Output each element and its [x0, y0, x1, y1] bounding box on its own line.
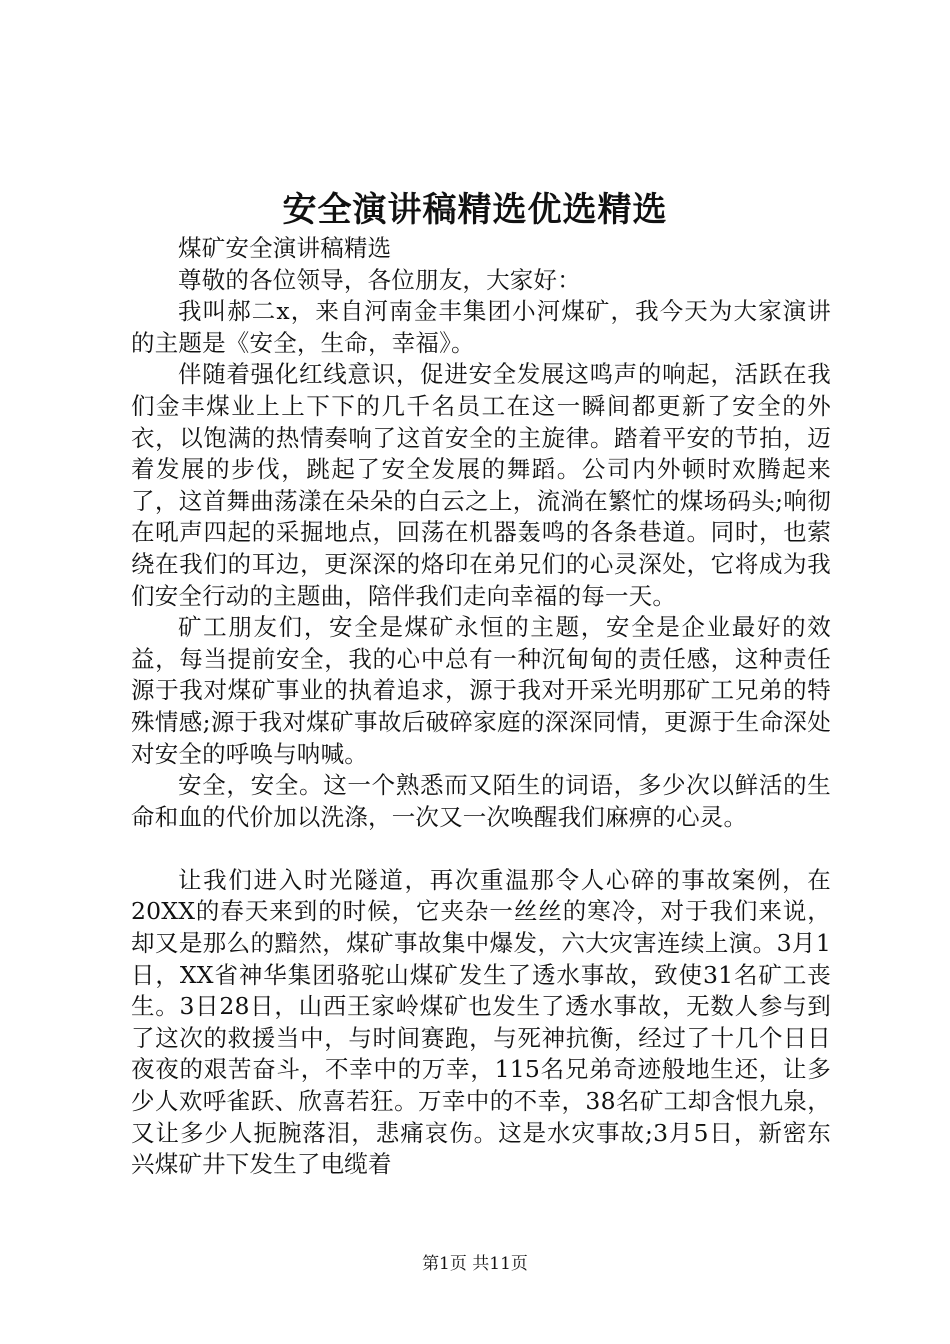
paragraph: 煤矿安全演讲稿精选 [178, 234, 392, 262]
paragraph: 尊敬的各位领导，各位朋友，大家好： [178, 265, 581, 294]
paragraph: 矿工朋友们，安全是煤矿永恒的主题，安全是企业最好的效益，每当提前安全，我的心中总有一种沉甸甸的责任感，这种责任源于我对煤矿事业的执着追求，源于我对开采光明那矿工兄弟的特殊情感;源于我对煤矿事故后破碎家庭的深深同情，更源于生命深处对安全的呼唤与呐喊。 [131, 613, 831, 768]
page-number-footer: 第1页 共11页 [422, 1254, 528, 1274]
document-title: 安全演讲稿精选优选精选 [282, 190, 668, 230]
document-body [131, 233, 831, 1181]
paragraph: 伴随着强化红线意识，促进安全发展这鸣声的响起，活跃在我们金丰煤业上上下下的几千名员工在这一瞬间都更新了安全的外衣，以饱满的热情奏响了这首安全的主旋律。踏着平安的节拍，迈着发展的步伐，跳起了安全发展的舞蹈。公司内外顿时欢腾起来了，这首舞曲荡漾在朵朵的白云之上，流淌在繁忙的煤场码头;响彻在吼声四起的采掘地点，回荡在机器轰鸣的各条巷道。同时，也萦绕在我们的耳边，更深深的烙印在弟兄们的心灵深处，它将成为我们安全行动的主题曲，陪伴我们走向幸福的每一天。 [131, 360, 831, 610]
paragraph: 安全，安全。这一个熟悉而又陌生的词语，多少次以鲜活的生命和血的代价加以洗涤，一次又一次唤醒我们麻痹的心灵。 [131, 771, 831, 831]
paragraph: 让我们进入时光隧道，再次重温那令人心碎的事故案例，在20XX的春天来到的时候，它夹杂一丝丝的寒冷，对于我们来说，却又是那么的黯然，煤矿事故集中爆发，六大灾害连续上演。3月1日，XX省神华集团骆驼山煤矿发生了透水事故，致使31名矿工丧生。3日28日，山西王家岭煤矿也发生了透水事故，无数人参与到了这次的救援当中，与时间赛跑，与死神抗衡，经过了十几个日日夜夜的艰苦奋斗，不幸中的万幸，115名兄弟奇迹般地生还，让多少人欢呼雀跃、欣喜若狂。万幸中的不幸，38名矿工却含恨九泉，又让多少人扼腕落泪，悲痛哀伤。这是水灾事故;3月5日，新密东兴煤矿井下发生了电缆着 [131, 865, 831, 1179]
paragraph: 我叫郝二x，来自河南金丰集团小河煤矿，我今天为大家演讲的主题是《安全，生命，幸福》。 [131, 297, 831, 357]
